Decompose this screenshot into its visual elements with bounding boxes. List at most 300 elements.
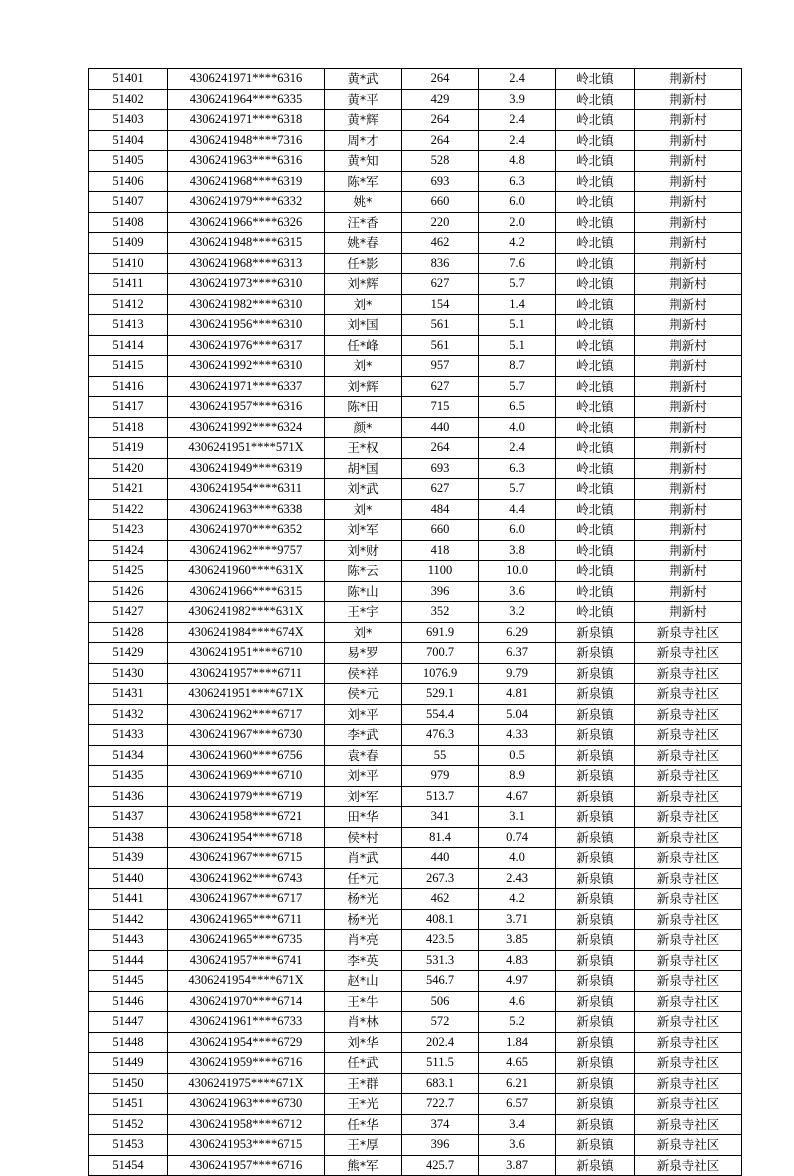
cell-amount: 425.7 — [402, 1155, 479, 1176]
cell-id: 4306241956****6310 — [168, 315, 325, 336]
cell-seq: 51405 — [89, 151, 168, 172]
cell-amount: 700.7 — [402, 643, 479, 664]
table-row — [89, 171, 742, 192]
cell-town: 新泉镇 — [556, 1032, 635, 1053]
cell-rate: 4.65 — [479, 1053, 556, 1074]
cell-rate: 4.97 — [479, 971, 556, 992]
cell-rate: 2.0 — [479, 212, 556, 233]
cell-amount: 423.5 — [402, 930, 479, 951]
cell-id: 4306241967****6717 — [168, 889, 325, 910]
cell-village: 新泉寺社区 — [635, 1155, 742, 1176]
cell-name: 刘*辉 — [325, 376, 402, 397]
cell-amount: 693 — [402, 458, 479, 479]
cell-town: 新泉镇 — [556, 848, 635, 869]
cell-rate: 5.7 — [479, 479, 556, 500]
cell-seq: 51421 — [89, 479, 168, 500]
cell-rate: 2.4 — [479, 130, 556, 151]
cell-name: 刘* — [325, 356, 402, 377]
cell-id: 4306241963****6730 — [168, 1094, 325, 1115]
cell-id: 4306241968****6313 — [168, 253, 325, 274]
cell-town: 岭北镇 — [556, 376, 635, 397]
cell-town: 新泉镇 — [556, 1012, 635, 1033]
cell-amount: 374 — [402, 1114, 479, 1135]
cell-village: 新泉寺社区 — [635, 1114, 742, 1135]
cell-name: 周*才 — [325, 130, 402, 151]
cell-town: 新泉镇 — [556, 704, 635, 725]
cell-seq: 51441 — [89, 889, 168, 910]
table-row — [89, 397, 742, 418]
cell-seq: 51438 — [89, 827, 168, 848]
cell-name: 刘*军 — [325, 786, 402, 807]
cell-village: 荆新村 — [635, 438, 742, 459]
cell-amount: 55 — [402, 745, 479, 766]
cell-seq: 51406 — [89, 171, 168, 192]
cell-town: 新泉镇 — [556, 1094, 635, 1115]
cell-town: 新泉镇 — [556, 1135, 635, 1156]
cell-amount: 660 — [402, 192, 479, 213]
cell-seq: 51445 — [89, 971, 168, 992]
cell-town: 岭北镇 — [556, 151, 635, 172]
cell-village: 新泉寺社区 — [635, 1073, 742, 1094]
cell-town: 岭北镇 — [556, 171, 635, 192]
cell-town: 岭北镇 — [556, 89, 635, 110]
cell-town: 岭北镇 — [556, 499, 635, 520]
cell-name: 任*峰 — [325, 335, 402, 356]
cell-seq: 51435 — [89, 766, 168, 787]
cell-town: 岭北镇 — [556, 458, 635, 479]
cell-seq: 51404 — [89, 130, 168, 151]
table-row — [89, 356, 742, 377]
cell-seq: 51401 — [89, 69, 168, 90]
cell-id: 4306241965****6711 — [168, 909, 325, 930]
cell-rate: 5.04 — [479, 704, 556, 725]
table-row — [89, 950, 742, 971]
cell-village: 新泉寺社区 — [635, 868, 742, 889]
cell-rate: 3.2 — [479, 602, 556, 623]
cell-seq: 51454 — [89, 1155, 168, 1176]
cell-rate: 4.6 — [479, 991, 556, 1012]
cell-name: 易*罗 — [325, 643, 402, 664]
cell-rate: 5.7 — [479, 274, 556, 295]
cell-village: 新泉寺社区 — [635, 786, 742, 807]
table-row — [89, 622, 742, 643]
cell-seq: 51443 — [89, 930, 168, 951]
cell-village: 荆新村 — [635, 294, 742, 315]
cell-rate: 4.2 — [479, 889, 556, 910]
cell-amount: 352 — [402, 602, 479, 623]
table-row — [89, 376, 742, 397]
cell-town: 岭北镇 — [556, 130, 635, 151]
cell-seq: 51439 — [89, 848, 168, 869]
cell-name: 赵*山 — [325, 971, 402, 992]
cell-seq: 51420 — [89, 458, 168, 479]
cell-name: 田*华 — [325, 807, 402, 828]
cell-seq: 51432 — [89, 704, 168, 725]
cell-town: 新泉镇 — [556, 909, 635, 930]
cell-id: 4306241968****6319 — [168, 171, 325, 192]
cell-id: 4306241992****6310 — [168, 356, 325, 377]
cell-rate: 7.6 — [479, 253, 556, 274]
cell-rate: 5.1 — [479, 335, 556, 356]
cell-town: 新泉镇 — [556, 1114, 635, 1135]
cell-town: 新泉镇 — [556, 643, 635, 664]
cell-seq: 51433 — [89, 725, 168, 746]
cell-town: 岭北镇 — [556, 520, 635, 541]
cell-rate: 2.4 — [479, 438, 556, 459]
cell-seq: 51425 — [89, 561, 168, 582]
cell-amount: 554.4 — [402, 704, 479, 725]
cell-name: 任*影 — [325, 253, 402, 274]
cell-id: 4306241954****671X — [168, 971, 325, 992]
cell-seq: 51417 — [89, 397, 168, 418]
cell-name: 刘*平 — [325, 704, 402, 725]
cell-id: 4306241982****631X — [168, 602, 325, 623]
cell-id: 4306241975****671X — [168, 1073, 325, 1094]
cell-name: 王*宇 — [325, 602, 402, 623]
cell-name: 杨*光 — [325, 889, 402, 910]
cell-village: 荆新村 — [635, 171, 742, 192]
cell-rate: 2.4 — [479, 69, 556, 90]
cell-village: 新泉寺社区 — [635, 1053, 742, 1074]
cell-seq: 51402 — [89, 89, 168, 110]
cell-amount: 957 — [402, 356, 479, 377]
table-row — [89, 704, 742, 725]
table-row — [89, 766, 742, 787]
cell-town: 新泉镇 — [556, 971, 635, 992]
cell-rate: 1.4 — [479, 294, 556, 315]
cell-village: 荆新村 — [635, 417, 742, 438]
cell-amount: 440 — [402, 417, 479, 438]
cell-id: 4306241970****6714 — [168, 991, 325, 1012]
cell-seq: 51416 — [89, 376, 168, 397]
cell-id: 4306241954****6718 — [168, 827, 325, 848]
table-row — [89, 786, 742, 807]
cell-village: 新泉寺社区 — [635, 889, 742, 910]
cell-name: 刘* — [325, 499, 402, 520]
cell-rate: 3.8 — [479, 540, 556, 561]
cell-name: 刘*平 — [325, 766, 402, 787]
cell-name: 刘*华 — [325, 1032, 402, 1053]
cell-id: 4306241960****6756 — [168, 745, 325, 766]
cell-rate: 3.6 — [479, 581, 556, 602]
cell-village: 荆新村 — [635, 376, 742, 397]
cell-rate: 3.1 — [479, 807, 556, 828]
cell-rate: 4.33 — [479, 725, 556, 746]
cell-town: 岭北镇 — [556, 233, 635, 254]
table-row — [89, 663, 742, 684]
cell-id: 4306241973****6310 — [168, 274, 325, 295]
cell-village: 荆新村 — [635, 335, 742, 356]
cell-town: 岭北镇 — [556, 315, 635, 336]
cell-town: 岭北镇 — [556, 110, 635, 131]
cell-rate: 3.6 — [479, 1135, 556, 1156]
table-row — [89, 1073, 742, 1094]
cell-amount: 627 — [402, 376, 479, 397]
table-row — [89, 69, 742, 90]
cell-town: 新泉镇 — [556, 766, 635, 787]
cell-name: 熊*军 — [325, 1155, 402, 1176]
cell-seq: 51451 — [89, 1094, 168, 1115]
table-row — [89, 581, 742, 602]
cell-amount: 691.9 — [402, 622, 479, 643]
cell-rate: 6.0 — [479, 192, 556, 213]
cell-village: 新泉寺社区 — [635, 807, 742, 828]
cell-rate: 2.43 — [479, 868, 556, 889]
cell-id: 4306241970****6352 — [168, 520, 325, 541]
cell-amount: 220 — [402, 212, 479, 233]
table-row — [89, 827, 742, 848]
cell-name: 刘* — [325, 622, 402, 643]
cell-amount: 531.3 — [402, 950, 479, 971]
cell-amount: 264 — [402, 110, 479, 131]
cell-village: 荆新村 — [635, 458, 742, 479]
cell-name: 陈*军 — [325, 171, 402, 192]
cell-rate: 5.2 — [479, 1012, 556, 1033]
cell-id: 4306241953****6715 — [168, 1135, 325, 1156]
cell-town: 岭北镇 — [556, 479, 635, 500]
table-row — [89, 438, 742, 459]
cell-id: 4306241957****6711 — [168, 663, 325, 684]
cell-name: 王*厚 — [325, 1135, 402, 1156]
cell-rate: 3.71 — [479, 909, 556, 930]
cell-amount: 462 — [402, 233, 479, 254]
cell-town: 岭北镇 — [556, 602, 635, 623]
cell-village: 新泉寺社区 — [635, 725, 742, 746]
cell-id: 4306241951****6710 — [168, 643, 325, 664]
cell-id: 4306241961****6733 — [168, 1012, 325, 1033]
table-row — [89, 1053, 742, 1074]
cell-rate: 4.0 — [479, 417, 556, 438]
cell-amount: 572 — [402, 1012, 479, 1033]
cell-seq: 51411 — [89, 274, 168, 295]
cell-town: 岭北镇 — [556, 274, 635, 295]
cell-seq: 51422 — [89, 499, 168, 520]
table-row — [89, 745, 742, 766]
table-row — [89, 848, 742, 869]
cell-town: 岭北镇 — [556, 581, 635, 602]
cell-village: 新泉寺社区 — [635, 684, 742, 705]
cell-seq: 51430 — [89, 663, 168, 684]
table-row — [89, 1032, 742, 1053]
cell-id: 4306241971****6337 — [168, 376, 325, 397]
cell-village: 新泉寺社区 — [635, 971, 742, 992]
cell-seq: 51410 — [89, 253, 168, 274]
cell-id: 4306241957****6716 — [168, 1155, 325, 1176]
cell-id: 4306241958****6712 — [168, 1114, 325, 1135]
cell-town: 岭北镇 — [556, 438, 635, 459]
cell-rate: 3.85 — [479, 930, 556, 951]
cell-seq: 51442 — [89, 909, 168, 930]
cell-village: 荆新村 — [635, 479, 742, 500]
cell-seq: 51412 — [89, 294, 168, 315]
cell-town: 新泉镇 — [556, 827, 635, 848]
table-row — [89, 458, 742, 479]
cell-village: 荆新村 — [635, 315, 742, 336]
cell-village: 荆新村 — [635, 540, 742, 561]
cell-rate: 0.5 — [479, 745, 556, 766]
cell-rate: 4.67 — [479, 786, 556, 807]
cell-town: 新泉镇 — [556, 684, 635, 705]
cell-town: 新泉镇 — [556, 950, 635, 971]
cell-amount: 462 — [402, 889, 479, 910]
cell-seq: 51440 — [89, 868, 168, 889]
cell-rate: 10.0 — [479, 561, 556, 582]
table-row — [89, 520, 742, 541]
cell-rate: 6.5 — [479, 397, 556, 418]
cell-amount: 264 — [402, 438, 479, 459]
cell-village: 荆新村 — [635, 581, 742, 602]
cell-id: 4306241962****9757 — [168, 540, 325, 561]
cell-id: 4306241964****6335 — [168, 89, 325, 110]
cell-name: 刘*辉 — [325, 274, 402, 295]
cell-village: 荆新村 — [635, 561, 742, 582]
cell-id: 4306241969****6710 — [168, 766, 325, 787]
cell-town: 岭北镇 — [556, 397, 635, 418]
cell-name: 王*牛 — [325, 991, 402, 1012]
cell-seq: 51444 — [89, 950, 168, 971]
table-row — [89, 192, 742, 213]
cell-seq: 51447 — [89, 1012, 168, 1033]
cell-name: 任*武 — [325, 1053, 402, 1074]
cell-village: 新泉寺社区 — [635, 950, 742, 971]
cell-id: 4306241962****6717 — [168, 704, 325, 725]
cell-town: 岭北镇 — [556, 69, 635, 90]
table-row — [89, 540, 742, 561]
cell-name: 刘*武 — [325, 479, 402, 500]
cell-town: 岭北镇 — [556, 540, 635, 561]
table-row — [89, 1135, 742, 1156]
cell-name: 黄*武 — [325, 69, 402, 90]
cell-village: 荆新村 — [635, 89, 742, 110]
cell-village: 荆新村 — [635, 69, 742, 90]
cell-id: 4306241962****6743 — [168, 868, 325, 889]
cell-village: 新泉寺社区 — [635, 643, 742, 664]
cell-id: 4306241960****631X — [168, 561, 325, 582]
cell-amount: 1076.9 — [402, 663, 479, 684]
cell-name: 汪*香 — [325, 212, 402, 233]
cell-amount: 979 — [402, 766, 479, 787]
cell-id: 4306241948****6315 — [168, 233, 325, 254]
cell-id: 4306241954****6729 — [168, 1032, 325, 1053]
cell-seq: 51413 — [89, 315, 168, 336]
cell-seq: 51448 — [89, 1032, 168, 1053]
cell-village: 荆新村 — [635, 602, 742, 623]
cell-seq: 51418 — [89, 417, 168, 438]
cell-rate: 9.79 — [479, 663, 556, 684]
cell-id: 4306241976****6317 — [168, 335, 325, 356]
cell-name: 肖*亮 — [325, 930, 402, 951]
cell-amount: 561 — [402, 335, 479, 356]
table-row — [89, 643, 742, 664]
cell-name: 王*权 — [325, 438, 402, 459]
cell-name: 黄*知 — [325, 151, 402, 172]
cell-amount: 529.1 — [402, 684, 479, 705]
cell-id: 4306241963****6338 — [168, 499, 325, 520]
table-row — [89, 294, 742, 315]
cell-rate: 3.87 — [479, 1155, 556, 1176]
table-row — [89, 561, 742, 582]
cell-village: 新泉寺社区 — [635, 1012, 742, 1033]
cell-amount: 722.7 — [402, 1094, 479, 1115]
cell-amount: 627 — [402, 274, 479, 295]
cell-town: 新泉镇 — [556, 1053, 635, 1074]
cell-amount: 440 — [402, 848, 479, 869]
cell-id: 4306241967****6730 — [168, 725, 325, 746]
table-row — [89, 1012, 742, 1033]
cell-amount: 484 — [402, 499, 479, 520]
cell-name: 李*武 — [325, 725, 402, 746]
cell-town: 新泉镇 — [556, 622, 635, 643]
cell-seq: 51403 — [89, 110, 168, 131]
cell-name: 刘* — [325, 294, 402, 315]
table-row — [89, 89, 742, 110]
cell-name: 侯*元 — [325, 684, 402, 705]
cell-name: 刘*国 — [325, 315, 402, 336]
cell-rate: 8.9 — [479, 766, 556, 787]
cell-amount: 267.3 — [402, 868, 479, 889]
cell-rate: 1.84 — [479, 1032, 556, 1053]
table-row — [89, 130, 742, 151]
cell-rate: 4.8 — [479, 151, 556, 172]
cell-town: 新泉镇 — [556, 725, 635, 746]
cell-amount: 715 — [402, 397, 479, 418]
table-row — [89, 151, 742, 172]
cell-town: 新泉镇 — [556, 991, 635, 1012]
cell-amount: 660 — [402, 520, 479, 541]
cell-village: 荆新村 — [635, 110, 742, 131]
table-row — [89, 807, 742, 828]
cell-village: 新泉寺社区 — [635, 745, 742, 766]
cell-village: 荆新村 — [635, 499, 742, 520]
cell-name: 陈*田 — [325, 397, 402, 418]
cell-amount: 511.5 — [402, 1053, 479, 1074]
cell-name: 肖*林 — [325, 1012, 402, 1033]
cell-id: 4306241979****6719 — [168, 786, 325, 807]
cell-town: 新泉镇 — [556, 930, 635, 951]
cell-seq: 51414 — [89, 335, 168, 356]
table-row — [89, 1114, 742, 1135]
cell-village: 新泉寺社区 — [635, 991, 742, 1012]
cell-town: 岭北镇 — [556, 192, 635, 213]
cell-amount: 154 — [402, 294, 479, 315]
cell-town: 新泉镇 — [556, 1155, 635, 1176]
cell-rate: 6.29 — [479, 622, 556, 643]
cell-amount: 264 — [402, 130, 479, 151]
cell-village: 新泉寺社区 — [635, 766, 742, 787]
cell-id: 4306241948****7316 — [168, 130, 325, 151]
cell-town: 岭北镇 — [556, 294, 635, 315]
cell-seq: 51427 — [89, 602, 168, 623]
cell-id: 4306241966****6326 — [168, 212, 325, 233]
cell-amount: 561 — [402, 315, 479, 336]
table-row — [89, 417, 742, 438]
cell-town: 岭北镇 — [556, 253, 635, 274]
cell-id: 4306241957****6741 — [168, 950, 325, 971]
cell-id: 4306241979****6332 — [168, 192, 325, 213]
cell-name: 侯*村 — [325, 827, 402, 848]
cell-village: 荆新村 — [635, 130, 742, 151]
table-row — [89, 233, 742, 254]
table-row — [89, 315, 742, 336]
cell-seq: 51419 — [89, 438, 168, 459]
cell-village: 新泉寺社区 — [635, 848, 742, 869]
cell-seq: 51452 — [89, 1114, 168, 1135]
cell-amount: 627 — [402, 479, 479, 500]
cell-name: 刘*财 — [325, 540, 402, 561]
table-row — [89, 909, 742, 930]
cell-amount: 1100 — [402, 561, 479, 582]
cell-seq: 51446 — [89, 991, 168, 1012]
